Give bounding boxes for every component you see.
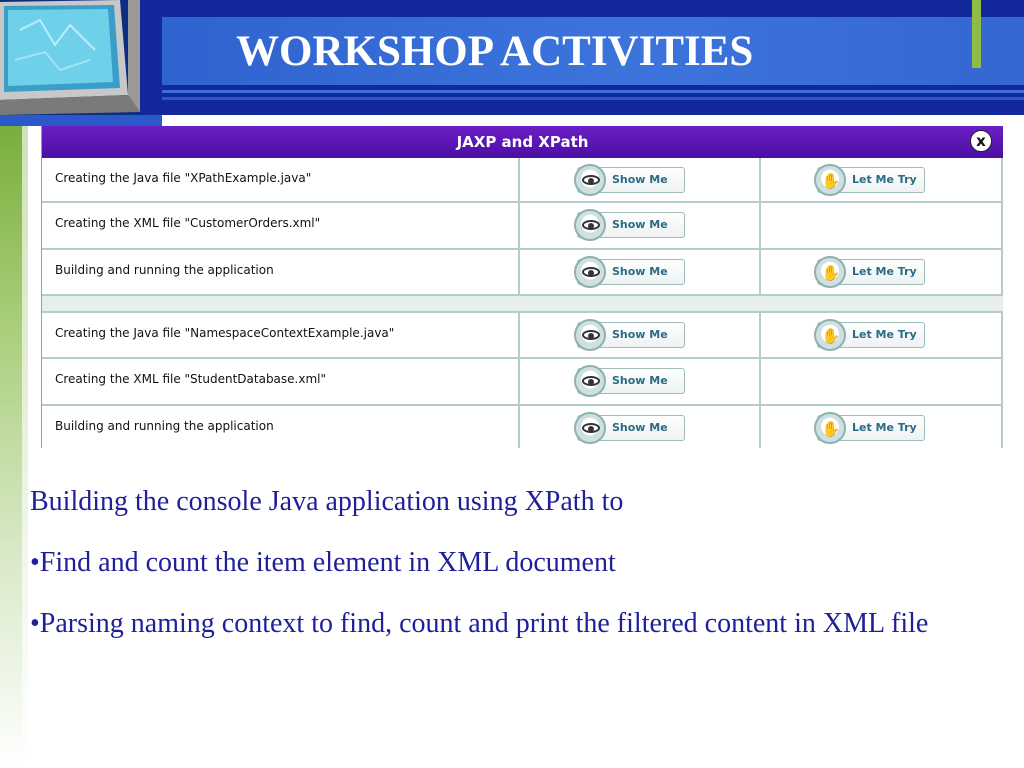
table-row [42, 158, 1003, 203]
show-me-button[interactable]: Show Me [577, 212, 685, 238]
row-label: Creating the XML file "CustomerOrders.xml" [55, 216, 321, 230]
table-row [42, 359, 1003, 406]
monitor-image [0, 0, 140, 115]
side-gradient-strip [0, 126, 22, 768]
handshake-icon: ✋ [814, 412, 846, 444]
handshake-icon: ✋ [814, 256, 846, 288]
panel-title: JAXP and XPath [456, 133, 589, 151]
row-label: Building and running the application [55, 419, 274, 433]
table-row [42, 203, 1003, 250]
handshake-icon: ✋ [814, 319, 846, 351]
accent-bar [972, 0, 981, 68]
table-row [42, 406, 1003, 448]
eye-icon [574, 209, 606, 241]
slide-title: WORKSHOP ACTIVITIES [236, 28, 754, 75]
close-icon: x [976, 132, 986, 150]
row-label: Creating the Java file "NamespaceContextExample.java" [55, 326, 395, 340]
bullet-item: •Find and count the item element in XML document [30, 547, 616, 578]
show-me-button[interactable]: Show Me [577, 167, 685, 193]
activities-panel [41, 126, 1003, 448]
let-me-try-button[interactable]: ✋ Let Me Try [817, 167, 925, 193]
let-me-try-button[interactable]: ✋ Let Me Try [817, 259, 925, 285]
let-me-try-button[interactable]: ✋ Let Me Try [817, 415, 925, 441]
table-row [42, 250, 1003, 296]
table-row [42, 313, 1003, 359]
handshake-icon: ✋ [814, 164, 846, 196]
eye-icon [574, 365, 606, 397]
close-button[interactable] [970, 130, 992, 152]
eye-icon [574, 256, 606, 288]
header-corner-strip [0, 115, 162, 126]
show-me-button[interactable]: Show Me [577, 322, 685, 348]
section-separator [42, 296, 1003, 313]
let-me-try-button[interactable]: ✋ Let Me Try [817, 322, 925, 348]
body-intro: Building the console Java application using XPath to [30, 486, 624, 517]
side-gradient-strip [22, 126, 28, 768]
row-label: Creating the Java file "XPathExample.java" [55, 171, 312, 185]
header-divider [162, 97, 1024, 100]
bullet-item: •Parsing naming context to find, count and print the filtered content in XML file [30, 608, 929, 639]
row-label: Building and running the application [55, 263, 274, 277]
header-divider [162, 90, 1024, 93]
show-me-button[interactable]: Show Me [577, 368, 685, 394]
eye-icon [574, 412, 606, 444]
show-me-button[interactable]: Show Me [577, 259, 685, 285]
eye-icon [574, 319, 606, 351]
show-me-button[interactable]: Show Me [577, 415, 685, 441]
row-label: Creating the XML file "StudentDatabase.xml" [55, 372, 327, 386]
eye-icon [574, 164, 606, 196]
